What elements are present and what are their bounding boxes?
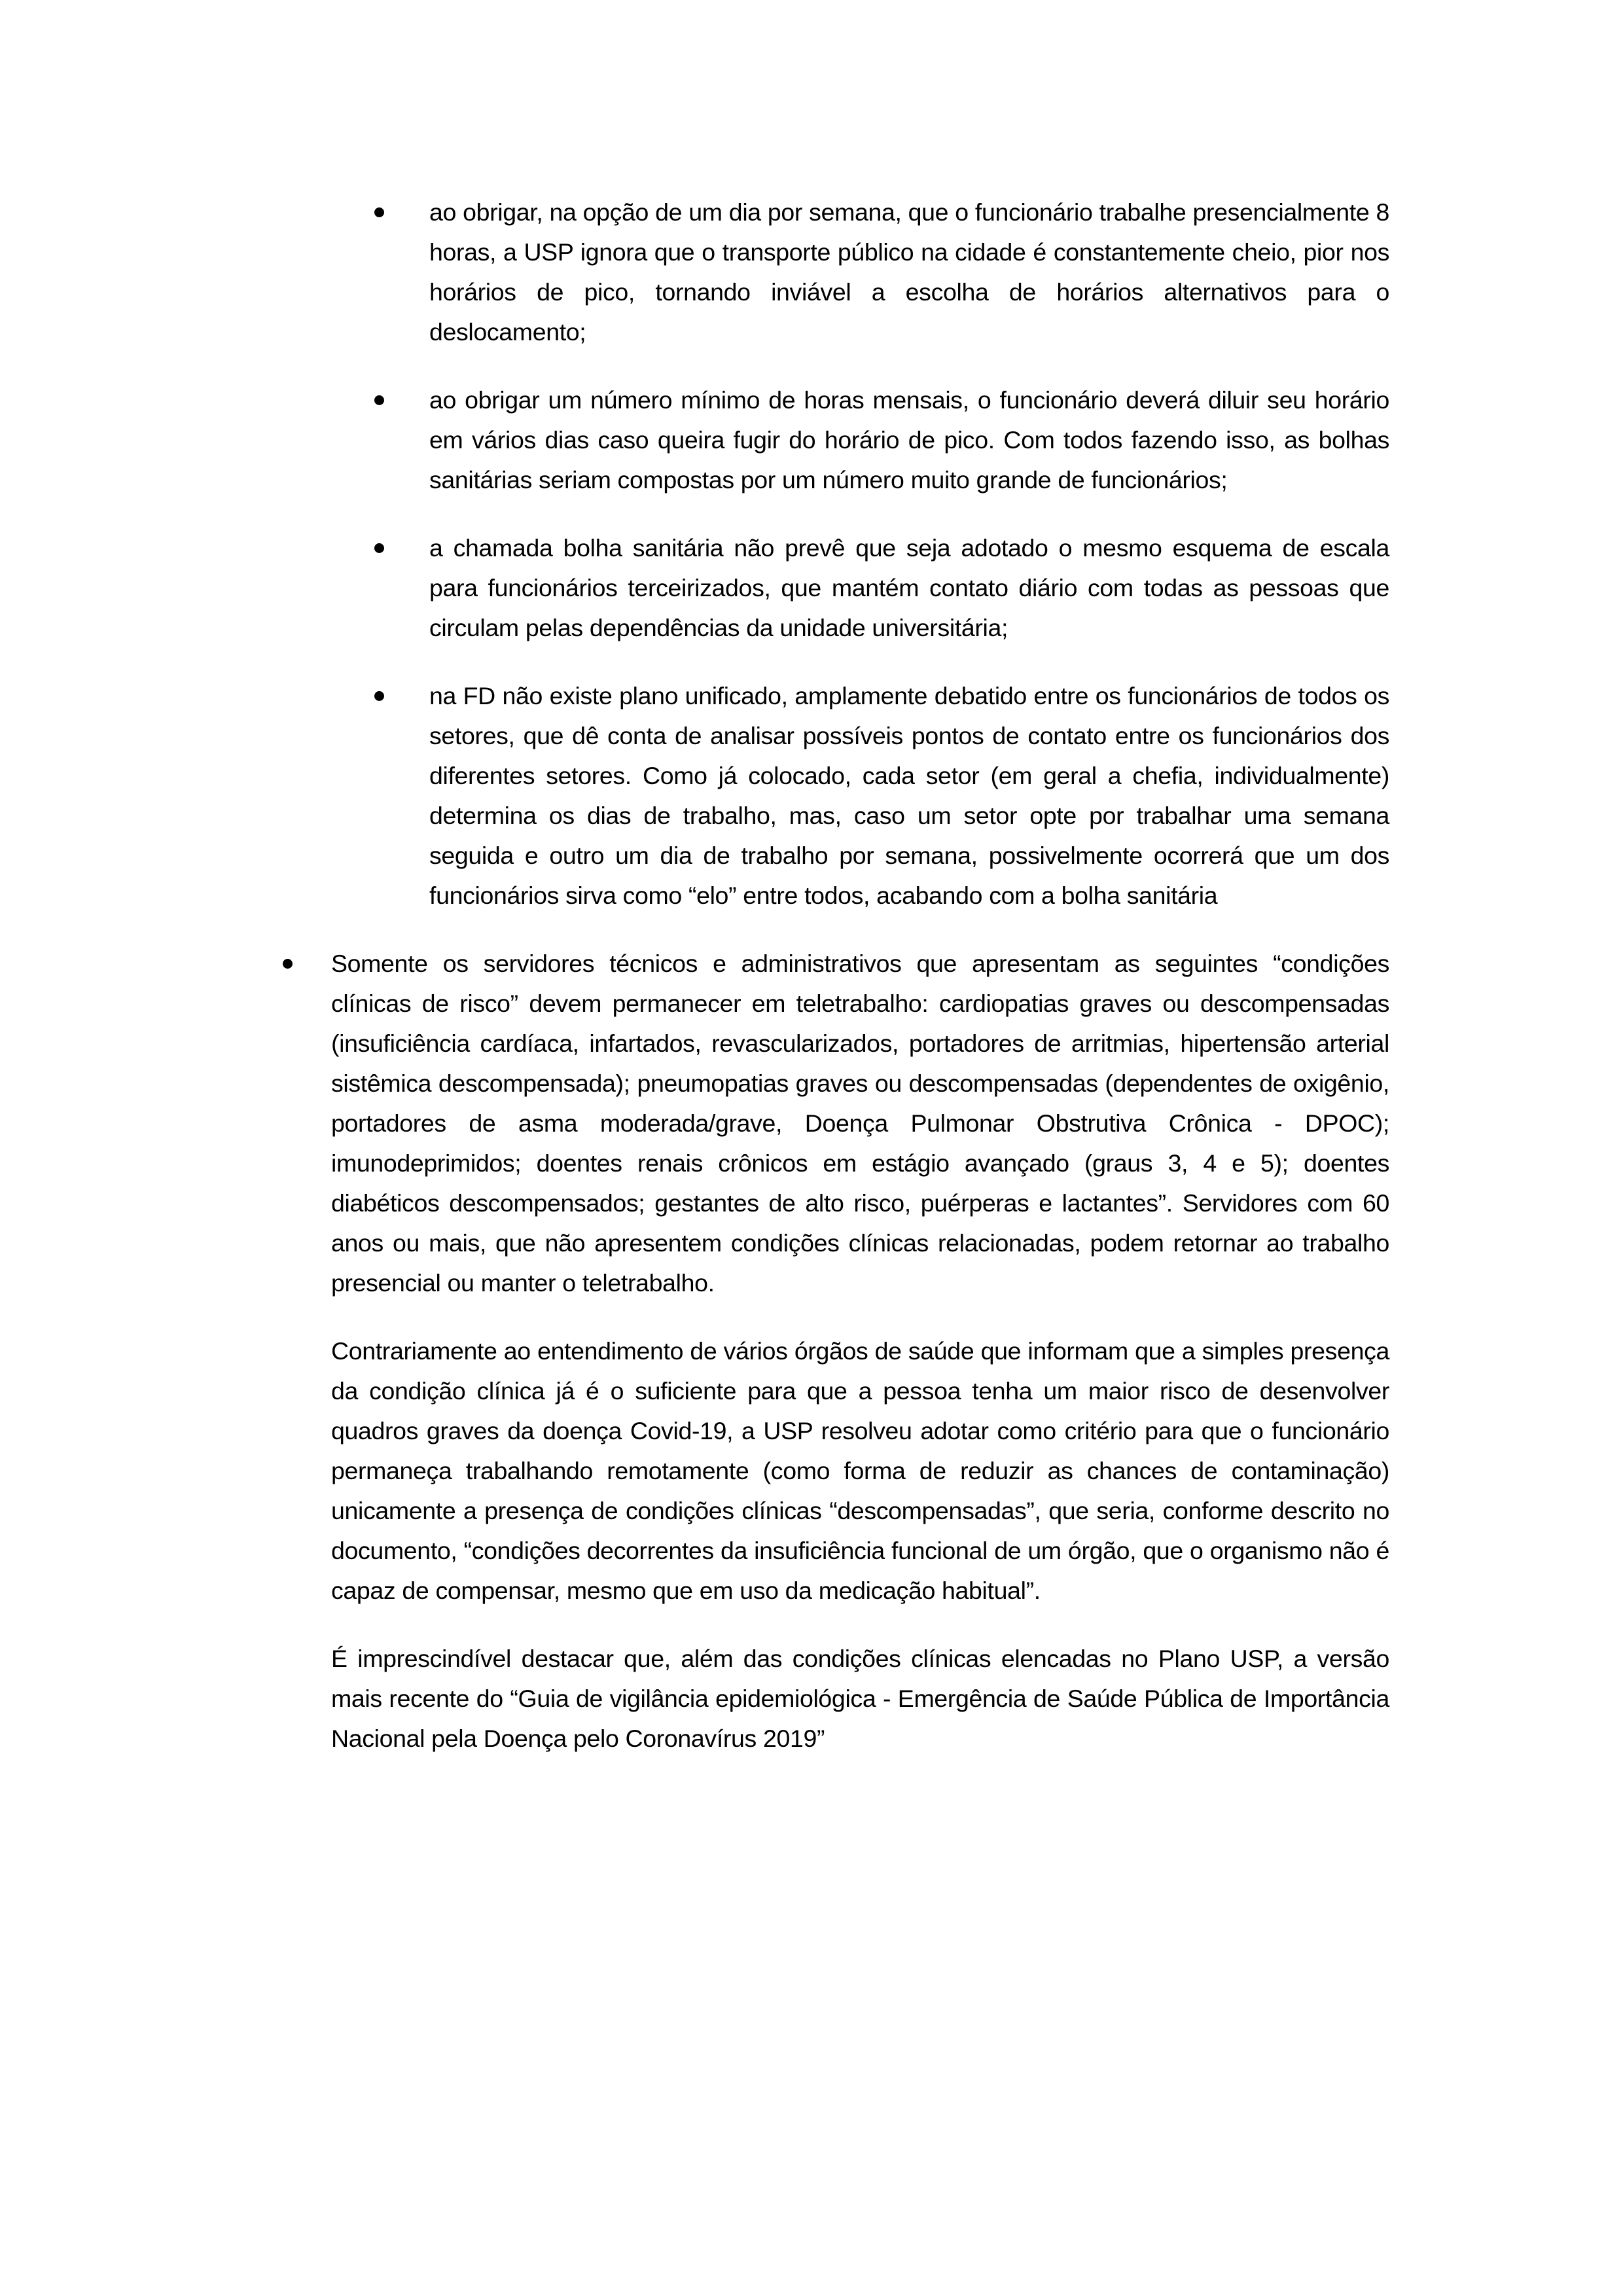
nested-bullet-item — [429, 676, 1389, 916]
nested-bullet-text: a chamada bolha sanitária não prevê que seja adotado o mesmo esquema de escala para funcionários terceirizados, que mantém contato diário com todas as pessoas que circulam pelas dependências da unidade universitária; — [429, 534, 1389, 641]
bullet-icon — [374, 207, 384, 217]
bullet-icon — [374, 691, 384, 701]
body-paragraph — [331, 1331, 1389, 1611]
paragraph-text: Contrariamente ao entendimento de vários órgãos de saúde que informam que a simples presença da condição clínica já é o suficiente para que a pessoa tenha um maior risco de desenvolver quadros graves da doença Covid-19, a USP resolveu adotar como critério para que o funcionário permaneça trabalhando remotamente (como forma de reduzir as chances de contaminação) unicamente a presença de condições clínicas “descompensadas”, que seria, conforme descrito no documento, “condições decorrentes da insuficiência funcional de um órgão, que o organismo não é capaz de compensar, mesmo que em uso da medicação habitual”. — [331, 1337, 1389, 1604]
nested-bullet-item — [429, 380, 1389, 500]
paragraph-text: É imprescindível destacar que, além das condições clínicas elencadas no Plano USP, a versão mais recente do “Guia de vigilância epidemiológica - Emergência de Saúde Pública de Importância Nacional pela Doença pelo Coronavírus 2019” — [331, 1645, 1389, 1752]
document-body — [0, 192, 1623, 1787]
nested-bullet-item — [429, 192, 1389, 352]
nested-bullet-text: ao obrigar um número mínimo de horas mensais, o funcionário deverá diluir seu horário em vários dias caso queira fugir do horário de pico. Com todos fazendo isso, as bolhas sanitárias seriam compostas por um número muito grande de funcionários; — [429, 386, 1389, 493]
bullet-icon — [374, 395, 384, 405]
bullet-icon — [283, 959, 293, 969]
body-paragraph — [331, 1639, 1389, 1759]
top-bullet-text: Somente os servidores técnicos e administrativos que apresentam as seguintes “condições clínicas de risco” devem permanecer em teletrabalho: cardiopatias graves ou descompensadas (insuficiência cardíaca, infartados, revascularizados, portadores de arritmias, hipertensão arterial sistêmica descompensada); pneumopatias graves ou descompensadas (dependentes de oxigênio, portadores de asma moderada/grave, Doença Pulmonar Obstrutiva Crônica - DPOC); imunodeprimidos; doentes renais crônicos em estágio avançado (graus 3, 4 e 5); doentes diabéticos descompensados; gestantes de alto risco, puérperas e lactantes”. Servidores com 60 anos ou mais, que não apresentem condições clínicas relacionadas, podem retornar ao trabalho presencial ou manter o teletrabalho. — [331, 950, 1389, 1297]
nested-bullet-text: na FD não existe plano unificado, amplamente debatido entre os funcionários de todos os setores, que dê conta de analisar possíveis pontos de contato entre os funcionários dos diferentes setores. Como já colocado, cada setor (em geral a chefia, individualmente) determina os dias de trabalho, mas, caso um setor opte por trabalhar uma semana seguida e outro um dia de trabalho por semana, possivelmente ocorrerá que um dos funcionários sirva como “elo” entre todos, acabando com a bolha sanitária — [429, 682, 1389, 909]
nested-bullet-item — [429, 528, 1389, 648]
bullet-icon — [374, 543, 384, 553]
nested-bullet-text: ao obrigar, na opção de um dia por semana, que o funcionário trabalhe presencialmente 8 horas, a USP ignora que o transporte público na cidade é constantemente cheio, pior nos horários de pico, tornando inviável a escolha de horários alternativos para o deslocamento; — [429, 198, 1389, 346]
top-bullet-item — [331, 944, 1389, 1303]
